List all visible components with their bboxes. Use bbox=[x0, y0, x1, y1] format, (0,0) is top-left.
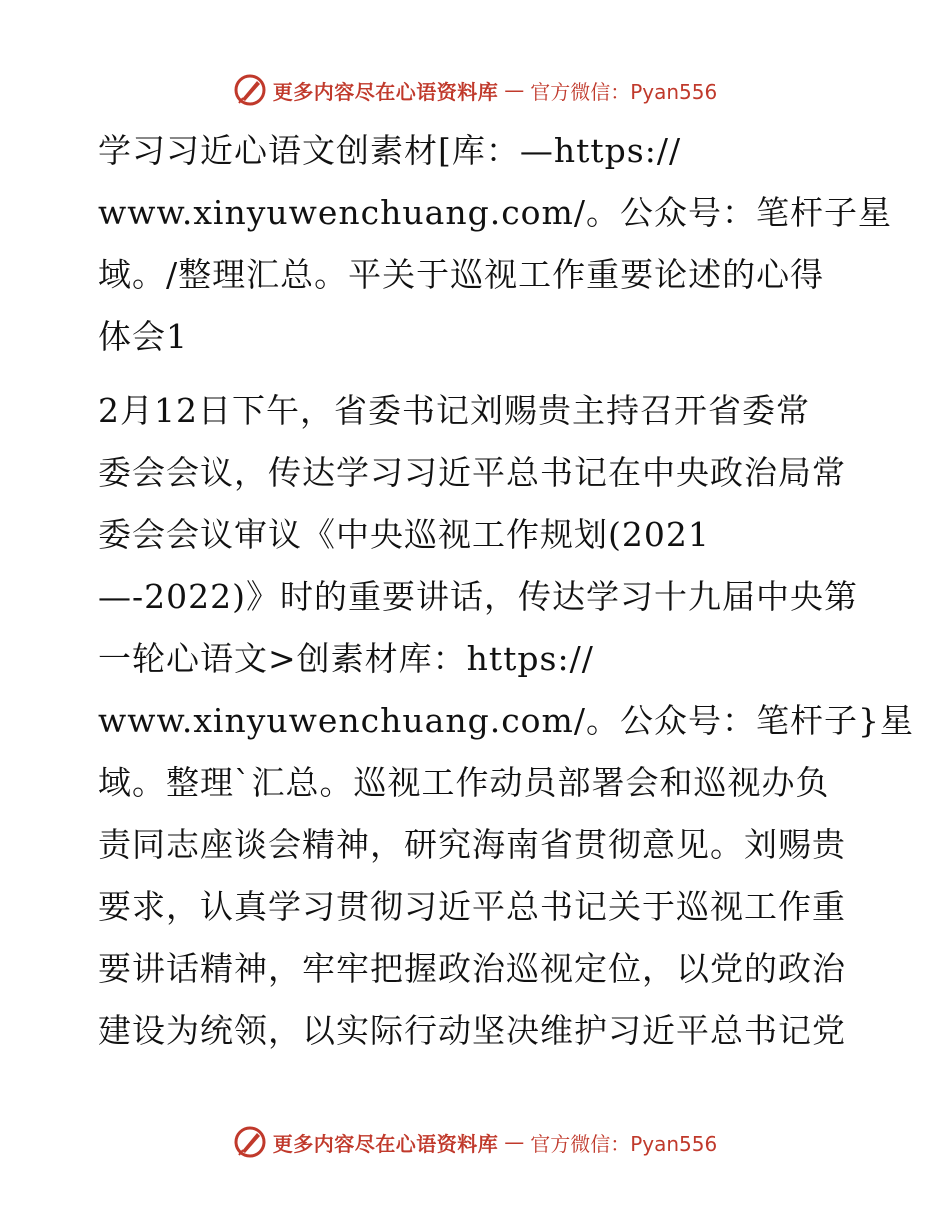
text-line: 要求，认真学习贯彻习近平总书记关于巡视工作重 bbox=[98, 887, 846, 926]
quill-pen-logo-icon bbox=[233, 1125, 267, 1159]
text-line: 2月12日下午，省委书记刘赐贵主持召开省委常 bbox=[98, 391, 810, 430]
document-body bbox=[98, 120, 914, 1062]
banner-contact: 官方微信：Pyan556 bbox=[530, 1131, 718, 1156]
footer-banner bbox=[0, 1122, 950, 1162]
text-line: 体会1 bbox=[98, 317, 188, 356]
text-line: 建设为统领，以实际行动坚决维护习近平总书记党 bbox=[98, 1011, 846, 1050]
text-line: 责同志座谈会精神，研究海南省贯彻意见。刘赐贵 bbox=[98, 825, 846, 864]
text-line: www.xinyuwenchuang.com/。公众号：笔杆子星 bbox=[98, 193, 892, 232]
text-line: 域。/整理汇总。平关于巡视工作重要论述的心得 bbox=[98, 255, 825, 294]
banner-contact: 官方微信：Pyan556 bbox=[530, 79, 718, 104]
banner-title: 更多内容尽在心语资料库 bbox=[272, 1131, 499, 1156]
paragraph-2 bbox=[98, 380, 914, 1062]
quill-pen-logo-icon bbox=[233, 73, 267, 107]
text-line: 委会会议审议《中央巡视工作规划(2021 bbox=[98, 515, 710, 554]
text-line: 要讲话精神，牢牢把握政治巡视定位，以党的政治 bbox=[98, 949, 846, 988]
header-banner bbox=[0, 70, 950, 110]
text-line: 一轮心语文>创素材库：https:// bbox=[98, 639, 594, 678]
text-line: 学习习近心语文创素材[库：—https:// bbox=[98, 131, 682, 170]
banner-separator: — bbox=[504, 1130, 525, 1154]
text-line: —-2022)》时的重要讲话，传达学习十九届中央第 bbox=[98, 577, 859, 616]
text-line: www.xinyuwenchuang.com/。公众号：笔杆子}星 bbox=[98, 701, 914, 740]
paragraph-1 bbox=[98, 120, 892, 368]
text-line: 域。整理`汇总。巡视工作动员部署会和巡视办负 bbox=[98, 763, 830, 802]
banner-title: 更多内容尽在心语资料库 bbox=[272, 79, 499, 104]
banner-separator: — bbox=[504, 78, 525, 102]
text-line: 委会会议，传达学习习近平总书记在中央政治局常 bbox=[98, 453, 846, 492]
